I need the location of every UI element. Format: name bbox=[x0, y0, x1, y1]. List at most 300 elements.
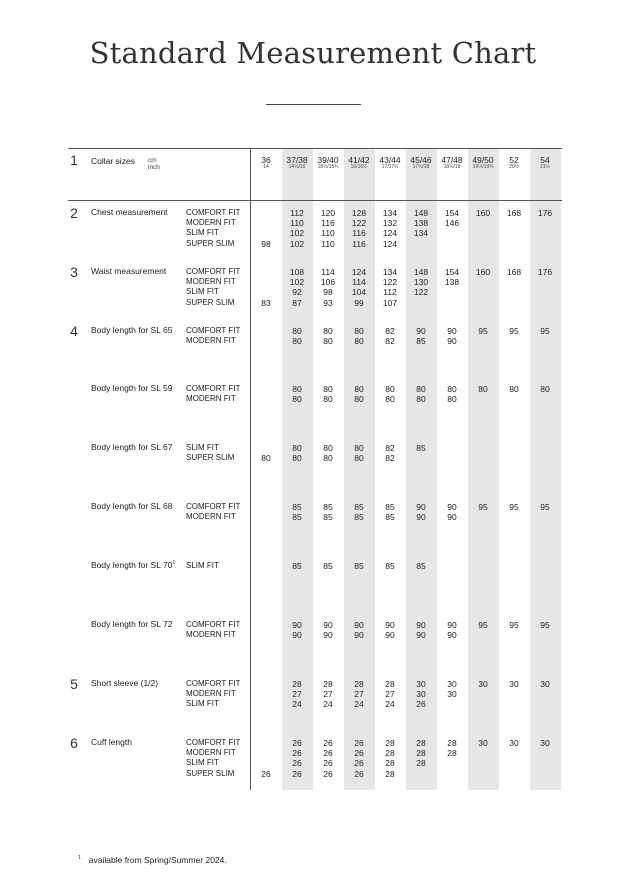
value-cell: 80 bbox=[292, 326, 302, 336]
value-cell-group bbox=[437, 384, 467, 404]
value-cell: 28 bbox=[447, 748, 457, 759]
value-cell: 85 bbox=[323, 502, 333, 512]
value-cell: 122 bbox=[351, 218, 367, 229]
value-cell: 134 bbox=[413, 228, 429, 239]
value-cell: 28 bbox=[323, 679, 333, 689]
value-cell: 134 bbox=[382, 208, 398, 218]
value-cell: 27 bbox=[292, 689, 302, 700]
value-cell bbox=[468, 287, 498, 297]
value-cell bbox=[251, 758, 281, 768]
value-cell-group bbox=[499, 620, 529, 640]
value-cell-group bbox=[375, 443, 405, 463]
value-cell-group bbox=[251, 679, 281, 710]
value-cell: 80 bbox=[292, 384, 302, 394]
value-cell: 28 bbox=[447, 738, 457, 748]
value-cell-group bbox=[375, 267, 405, 308]
value-cell-group bbox=[282, 502, 312, 522]
fit-label: COMFORT FIT bbox=[186, 384, 241, 393]
value-cell bbox=[437, 228, 467, 238]
value-cell-group bbox=[375, 561, 405, 571]
value-cell-group bbox=[313, 326, 343, 346]
collar-size-inch: 14½/15 bbox=[288, 164, 306, 170]
value-cell-group bbox=[282, 326, 312, 346]
value-cell bbox=[530, 769, 560, 779]
value-cell bbox=[468, 277, 498, 287]
value-cell: 26 bbox=[323, 758, 333, 769]
value-cell: 26 bbox=[292, 758, 302, 769]
value-cell: 85 bbox=[323, 561, 333, 571]
value-cell: 124 bbox=[351, 267, 367, 277]
value-cell: 95 bbox=[509, 502, 519, 512]
collar-size-cm: 39/40 bbox=[317, 155, 339, 165]
value-cell-group bbox=[437, 502, 467, 522]
value-cell: 80 bbox=[354, 443, 364, 453]
value-cell-group bbox=[313, 738, 343, 779]
fit-label: SUPER SLIM bbox=[186, 297, 235, 307]
row-label: Body length for SL 59 bbox=[91, 383, 173, 393]
value-cell: 30 bbox=[447, 689, 457, 700]
collar-size-cm: 52 bbox=[509, 155, 519, 165]
value-cell: 116 bbox=[321, 218, 335, 229]
value-cell-group bbox=[406, 620, 436, 640]
value-cell: 80 bbox=[354, 384, 364, 394]
value-cell bbox=[406, 769, 436, 779]
collar-size-cm: 47/48 bbox=[441, 155, 463, 165]
value-cell: 90 bbox=[447, 630, 457, 641]
table-top-rule bbox=[68, 148, 562, 149]
value-cell-group bbox=[375, 384, 405, 404]
value-cell bbox=[499, 336, 529, 346]
fit-label: SLIM FIT bbox=[186, 287, 219, 297]
value-cell bbox=[437, 699, 467, 709]
value-cell: 90 bbox=[447, 620, 457, 630]
value-cell: 93 bbox=[323, 297, 333, 308]
value-cell-group bbox=[437, 679, 467, 710]
value-cell bbox=[499, 443, 529, 453]
fit-label: SUPER SLIM bbox=[186, 768, 235, 778]
value-cell bbox=[251, 630, 281, 640]
value-cell: 90 bbox=[416, 620, 426, 630]
collar-size-inch: 21½ bbox=[540, 164, 550, 170]
value-cell bbox=[499, 689, 529, 699]
value-cell: 80 bbox=[292, 443, 302, 453]
value-cell: 148 bbox=[413, 208, 429, 218]
collar-size-cm: 49/50 bbox=[472, 155, 494, 165]
value-cell: 28 bbox=[385, 768, 395, 779]
value-cell: 80 bbox=[509, 384, 519, 394]
value-cell: 90 bbox=[447, 512, 457, 523]
value-cell: 30 bbox=[416, 679, 426, 689]
value-cell bbox=[468, 443, 498, 453]
value-cell: 110 bbox=[321, 228, 335, 239]
value-cell: 80 bbox=[354, 326, 364, 336]
value-cell bbox=[468, 239, 498, 249]
value-cell-group bbox=[313, 443, 343, 463]
value-cell bbox=[499, 394, 529, 404]
value-cell bbox=[499, 748, 529, 758]
value-cell bbox=[468, 699, 498, 709]
value-cell: 95 bbox=[540, 502, 550, 512]
fit-label: COMFORT FIT bbox=[186, 620, 241, 629]
value-cell: 160 bbox=[475, 208, 491, 218]
collar-size-inch: 17/17½ bbox=[381, 164, 399, 170]
value-cell: 95 bbox=[478, 502, 488, 512]
value-cell-group bbox=[313, 679, 343, 710]
value-cell bbox=[468, 394, 498, 404]
value-cell: 85 bbox=[323, 512, 333, 523]
value-cell-group bbox=[406, 384, 436, 404]
header-bottom-rule bbox=[68, 200, 562, 201]
value-cell: 30 bbox=[509, 738, 519, 748]
section-number: 3 bbox=[70, 264, 78, 280]
fit-label: COMFORT FIT bbox=[186, 208, 241, 217]
value-cell: 85 bbox=[416, 336, 426, 347]
fit-label: MODERN FIT bbox=[186, 630, 236, 640]
value-cell: 95 bbox=[478, 620, 488, 630]
section-number: 5 bbox=[70, 676, 78, 692]
value-cell: 85 bbox=[292, 561, 302, 571]
value-cell: 26 bbox=[354, 748, 364, 759]
value-cell: 30 bbox=[540, 679, 550, 689]
row-label: Body length for SL 67 bbox=[91, 442, 173, 452]
value-cell: 80 bbox=[261, 453, 271, 464]
value-cell: 30 bbox=[447, 679, 457, 689]
value-cell-group bbox=[530, 443, 560, 463]
value-cell: 130 bbox=[413, 277, 429, 288]
value-cell: 168 bbox=[506, 267, 522, 277]
collar-size-inch: 14 bbox=[263, 164, 269, 170]
value-cell-group bbox=[251, 208, 281, 249]
value-cell bbox=[251, 738, 281, 748]
value-cell bbox=[530, 277, 560, 287]
row-label: Body length for SL $70^1$ bbox=[91, 560, 176, 570]
value-cell bbox=[251, 699, 281, 709]
value-cell-group bbox=[344, 326, 374, 346]
value-cell bbox=[468, 228, 498, 238]
value-cell bbox=[468, 758, 498, 768]
value-cell-group bbox=[282, 443, 312, 463]
value-cell: 112 bbox=[383, 287, 397, 298]
value-cell bbox=[530, 512, 560, 522]
value-cell bbox=[530, 561, 560, 571]
collar-size-cm: 43/44 bbox=[379, 155, 401, 165]
value-cell-group bbox=[468, 620, 498, 640]
value-cell: 176 bbox=[537, 267, 553, 277]
value-cell: 80 bbox=[540, 384, 550, 394]
value-cell: 148 bbox=[413, 267, 429, 277]
section-number: 1 bbox=[70, 152, 78, 168]
value-cell-group bbox=[499, 561, 529, 571]
value-cell bbox=[530, 298, 560, 308]
value-cell: 30 bbox=[478, 679, 488, 689]
section-number: 4 bbox=[70, 323, 78, 339]
fit-label: SLIM FIT bbox=[186, 561, 219, 570]
value-cell bbox=[499, 218, 529, 228]
value-cell bbox=[251, 561, 281, 571]
value-cell: 114 bbox=[352, 277, 366, 288]
value-cell-group bbox=[530, 326, 560, 346]
collar-size-inch: 16/16½ bbox=[350, 164, 368, 170]
value-cell bbox=[251, 748, 281, 758]
row-label: Body length for SL 65 bbox=[91, 325, 173, 335]
footnote-text: available from Spring/Summer 2024. bbox=[88, 855, 227, 865]
row-label: Collar sizes bbox=[91, 156, 135, 166]
value-cell: 146 bbox=[444, 218, 460, 229]
value-cell: 30 bbox=[540, 738, 550, 748]
value-cell bbox=[499, 298, 529, 308]
value-cell-group bbox=[282, 561, 312, 571]
value-cell: 82 bbox=[385, 453, 395, 464]
value-cell: 80 bbox=[416, 384, 426, 394]
value-cell: 80 bbox=[385, 394, 395, 405]
value-cell: 110 bbox=[321, 238, 335, 249]
value-cell bbox=[437, 239, 467, 249]
value-cell-group bbox=[406, 267, 436, 308]
value-cell: 27 bbox=[385, 689, 395, 700]
value-cell bbox=[468, 630, 498, 640]
value-cell: 28 bbox=[416, 758, 426, 769]
fit-label: COMFORT FIT bbox=[186, 738, 241, 747]
collar-size-inch: 19½/19¾ bbox=[472, 164, 494, 170]
value-cell: 80 bbox=[292, 336, 302, 347]
value-cell bbox=[251, 394, 281, 404]
value-cell bbox=[251, 287, 281, 297]
value-cell: 138 bbox=[413, 218, 429, 229]
value-cell: 24 bbox=[354, 699, 364, 710]
value-cell: 80 bbox=[323, 453, 333, 464]
value-cell: 85 bbox=[292, 512, 302, 523]
value-cell bbox=[251, 512, 281, 522]
value-cell bbox=[499, 561, 529, 571]
row-label: Chest measurement bbox=[91, 207, 168, 217]
value-cell: 28 bbox=[385, 748, 395, 759]
value-cell-group bbox=[406, 208, 436, 249]
value-cell: 138 bbox=[444, 277, 460, 288]
collar-size-cm: 37/38 bbox=[286, 155, 308, 165]
value-cell-group bbox=[530, 679, 560, 710]
value-cell: 26 bbox=[416, 699, 426, 710]
fit-label: COMFORT FIT bbox=[186, 267, 241, 276]
value-cell: 24 bbox=[292, 699, 302, 710]
collar-size-inch: 18½/19 bbox=[443, 164, 461, 170]
value-cell bbox=[468, 218, 498, 228]
value-cell: 95 bbox=[540, 326, 550, 336]
value-cell: 82 bbox=[385, 336, 395, 347]
value-cell: 85 bbox=[354, 561, 364, 571]
value-cell bbox=[468, 748, 498, 758]
value-cell bbox=[499, 277, 529, 287]
fit-label: SLIM FIT bbox=[186, 228, 219, 238]
value-cell bbox=[468, 453, 498, 463]
fit-list bbox=[186, 620, 240, 640]
value-cell: 85 bbox=[416, 443, 426, 453]
value-cell bbox=[468, 336, 498, 346]
value-cell-group bbox=[313, 620, 343, 640]
value-cell bbox=[499, 758, 529, 768]
value-cell: 124 bbox=[382, 228, 398, 239]
value-cell: 80 bbox=[354, 453, 364, 464]
row-label: Body length for SL 72 bbox=[91, 619, 173, 629]
value-cell: 122 bbox=[413, 287, 429, 298]
value-cell bbox=[468, 561, 498, 571]
value-cell bbox=[530, 218, 560, 228]
value-cell: 27 bbox=[354, 689, 364, 700]
value-cell: 154 bbox=[444, 267, 460, 277]
value-cell bbox=[251, 267, 281, 277]
value-cell bbox=[251, 384, 281, 394]
value-cell-group bbox=[499, 502, 529, 522]
value-cell-group bbox=[468, 208, 498, 249]
value-cell-group bbox=[468, 502, 498, 522]
value-cell: 90 bbox=[385, 630, 395, 641]
row-label: Short sleeve (1/2) bbox=[91, 678, 159, 688]
value-cell-group bbox=[468, 326, 498, 346]
value-cell bbox=[437, 561, 467, 571]
value-cell-group bbox=[406, 679, 436, 710]
value-cell-group bbox=[468, 443, 498, 463]
collar-size-cm: 41/42 bbox=[348, 155, 370, 165]
page-title: Standard Measurement Chart bbox=[89, 36, 537, 70]
fit-label: SLIM FIT bbox=[186, 443, 219, 452]
value-cell-group bbox=[313, 208, 343, 249]
value-cell: 132 bbox=[382, 218, 398, 229]
value-cell bbox=[251, 277, 281, 287]
value-cell: 95 bbox=[540, 620, 550, 630]
value-cell: 26 bbox=[323, 738, 333, 748]
collar-size-cm: 36 bbox=[261, 155, 271, 165]
value-cell bbox=[530, 699, 560, 709]
value-cell-group bbox=[406, 326, 436, 346]
value-cell bbox=[530, 689, 560, 699]
value-cell: 116 bbox=[352, 238, 366, 249]
value-cell: 112 bbox=[290, 208, 304, 218]
value-cell: 106 bbox=[320, 277, 336, 288]
value-cell: 168 bbox=[506, 208, 522, 218]
value-cell-group bbox=[344, 620, 374, 640]
value-cell bbox=[499, 512, 529, 522]
value-cell: 80 bbox=[323, 326, 333, 336]
value-cell: 98 bbox=[323, 287, 333, 298]
value-cell: 108 bbox=[289, 267, 305, 277]
value-cell-group bbox=[437, 326, 467, 346]
value-cell bbox=[437, 769, 467, 779]
value-cell: 80 bbox=[478, 384, 488, 394]
value-cell: 26 bbox=[261, 768, 271, 779]
value-cell: 90 bbox=[354, 630, 364, 641]
value-cell bbox=[251, 228, 281, 238]
value-cell-group bbox=[251, 561, 281, 571]
value-cell: 95 bbox=[478, 326, 488, 336]
value-cell: 28 bbox=[416, 748, 426, 759]
value-cell: 30 bbox=[416, 689, 426, 700]
value-cell: 85 bbox=[385, 561, 395, 571]
value-cell: 80 bbox=[416, 394, 426, 405]
value-cell: 120 bbox=[320, 208, 336, 218]
value-cell bbox=[499, 699, 529, 709]
fit-list bbox=[186, 208, 240, 249]
fit-list bbox=[186, 326, 240, 346]
value-cell bbox=[530, 228, 560, 238]
value-cell-group bbox=[251, 738, 281, 779]
row-label: Waist measurement bbox=[91, 266, 167, 276]
value-cell-group bbox=[375, 502, 405, 522]
value-cell: 85 bbox=[385, 502, 395, 512]
value-cell: 114 bbox=[321, 267, 335, 277]
value-cell: 122 bbox=[382, 277, 398, 288]
value-cell: 90 bbox=[416, 512, 426, 523]
fit-label: MODERN FIT bbox=[186, 218, 236, 228]
value-cell: 82 bbox=[385, 443, 395, 453]
section-number: 6 bbox=[70, 735, 78, 751]
value-cell: 28 bbox=[385, 738, 395, 748]
value-cell-group bbox=[530, 502, 560, 522]
value-cell-group bbox=[499, 208, 529, 249]
value-cell-group bbox=[468, 267, 498, 308]
value-cell-group bbox=[251, 443, 281, 463]
value-cell: 92 bbox=[292, 287, 302, 298]
fit-label: MODERN FIT bbox=[186, 277, 236, 287]
value-cell bbox=[530, 453, 560, 463]
value-cell-group bbox=[375, 679, 405, 710]
fit-label: MODERN FIT bbox=[186, 394, 236, 404]
value-cell: 80 bbox=[323, 336, 333, 347]
value-cell-group bbox=[344, 443, 374, 463]
value-cell: 85 bbox=[354, 512, 364, 523]
value-cell: 176 bbox=[537, 208, 553, 218]
value-cell: 90 bbox=[323, 620, 333, 630]
value-cell: 26 bbox=[323, 748, 333, 759]
value-cell-group bbox=[251, 620, 281, 640]
value-cell bbox=[251, 336, 281, 346]
value-cell: 26 bbox=[354, 738, 364, 748]
value-cell-group bbox=[437, 620, 467, 640]
fit-list bbox=[186, 738, 240, 779]
value-cell-group bbox=[282, 384, 312, 404]
value-cell bbox=[530, 758, 560, 768]
value-cell bbox=[251, 620, 281, 630]
value-cell bbox=[499, 769, 529, 779]
value-cell: 30 bbox=[509, 679, 519, 689]
fit-list bbox=[186, 267, 240, 308]
value-cell-group bbox=[499, 326, 529, 346]
value-cell: 90 bbox=[416, 326, 426, 336]
value-cell-group bbox=[344, 561, 374, 571]
value-cell-group bbox=[530, 561, 560, 571]
value-cell: 95 bbox=[509, 620, 519, 630]
value-cell bbox=[499, 239, 529, 249]
value-cell: 28 bbox=[354, 679, 364, 689]
value-cell bbox=[251, 443, 281, 453]
value-cell-group bbox=[437, 208, 467, 249]
value-cell: 87 bbox=[292, 297, 302, 308]
value-cell-group bbox=[375, 738, 405, 779]
value-cell: 95 bbox=[509, 326, 519, 336]
value-cell: 90 bbox=[447, 502, 457, 512]
value-cell-group bbox=[375, 208, 405, 249]
value-cell: 28 bbox=[385, 758, 395, 769]
value-cell-group bbox=[344, 384, 374, 404]
value-cell: 104 bbox=[351, 287, 367, 298]
value-cell: 80 bbox=[323, 384, 333, 394]
collar-size-cm: 54 bbox=[540, 155, 550, 165]
value-cell bbox=[437, 287, 467, 297]
value-cell: 90 bbox=[292, 630, 302, 641]
value-cell bbox=[499, 287, 529, 297]
value-cell: 26 bbox=[354, 758, 364, 769]
value-cell: 85 bbox=[416, 561, 426, 571]
value-cell: 82 bbox=[385, 326, 395, 336]
value-cell-group bbox=[282, 738, 312, 779]
